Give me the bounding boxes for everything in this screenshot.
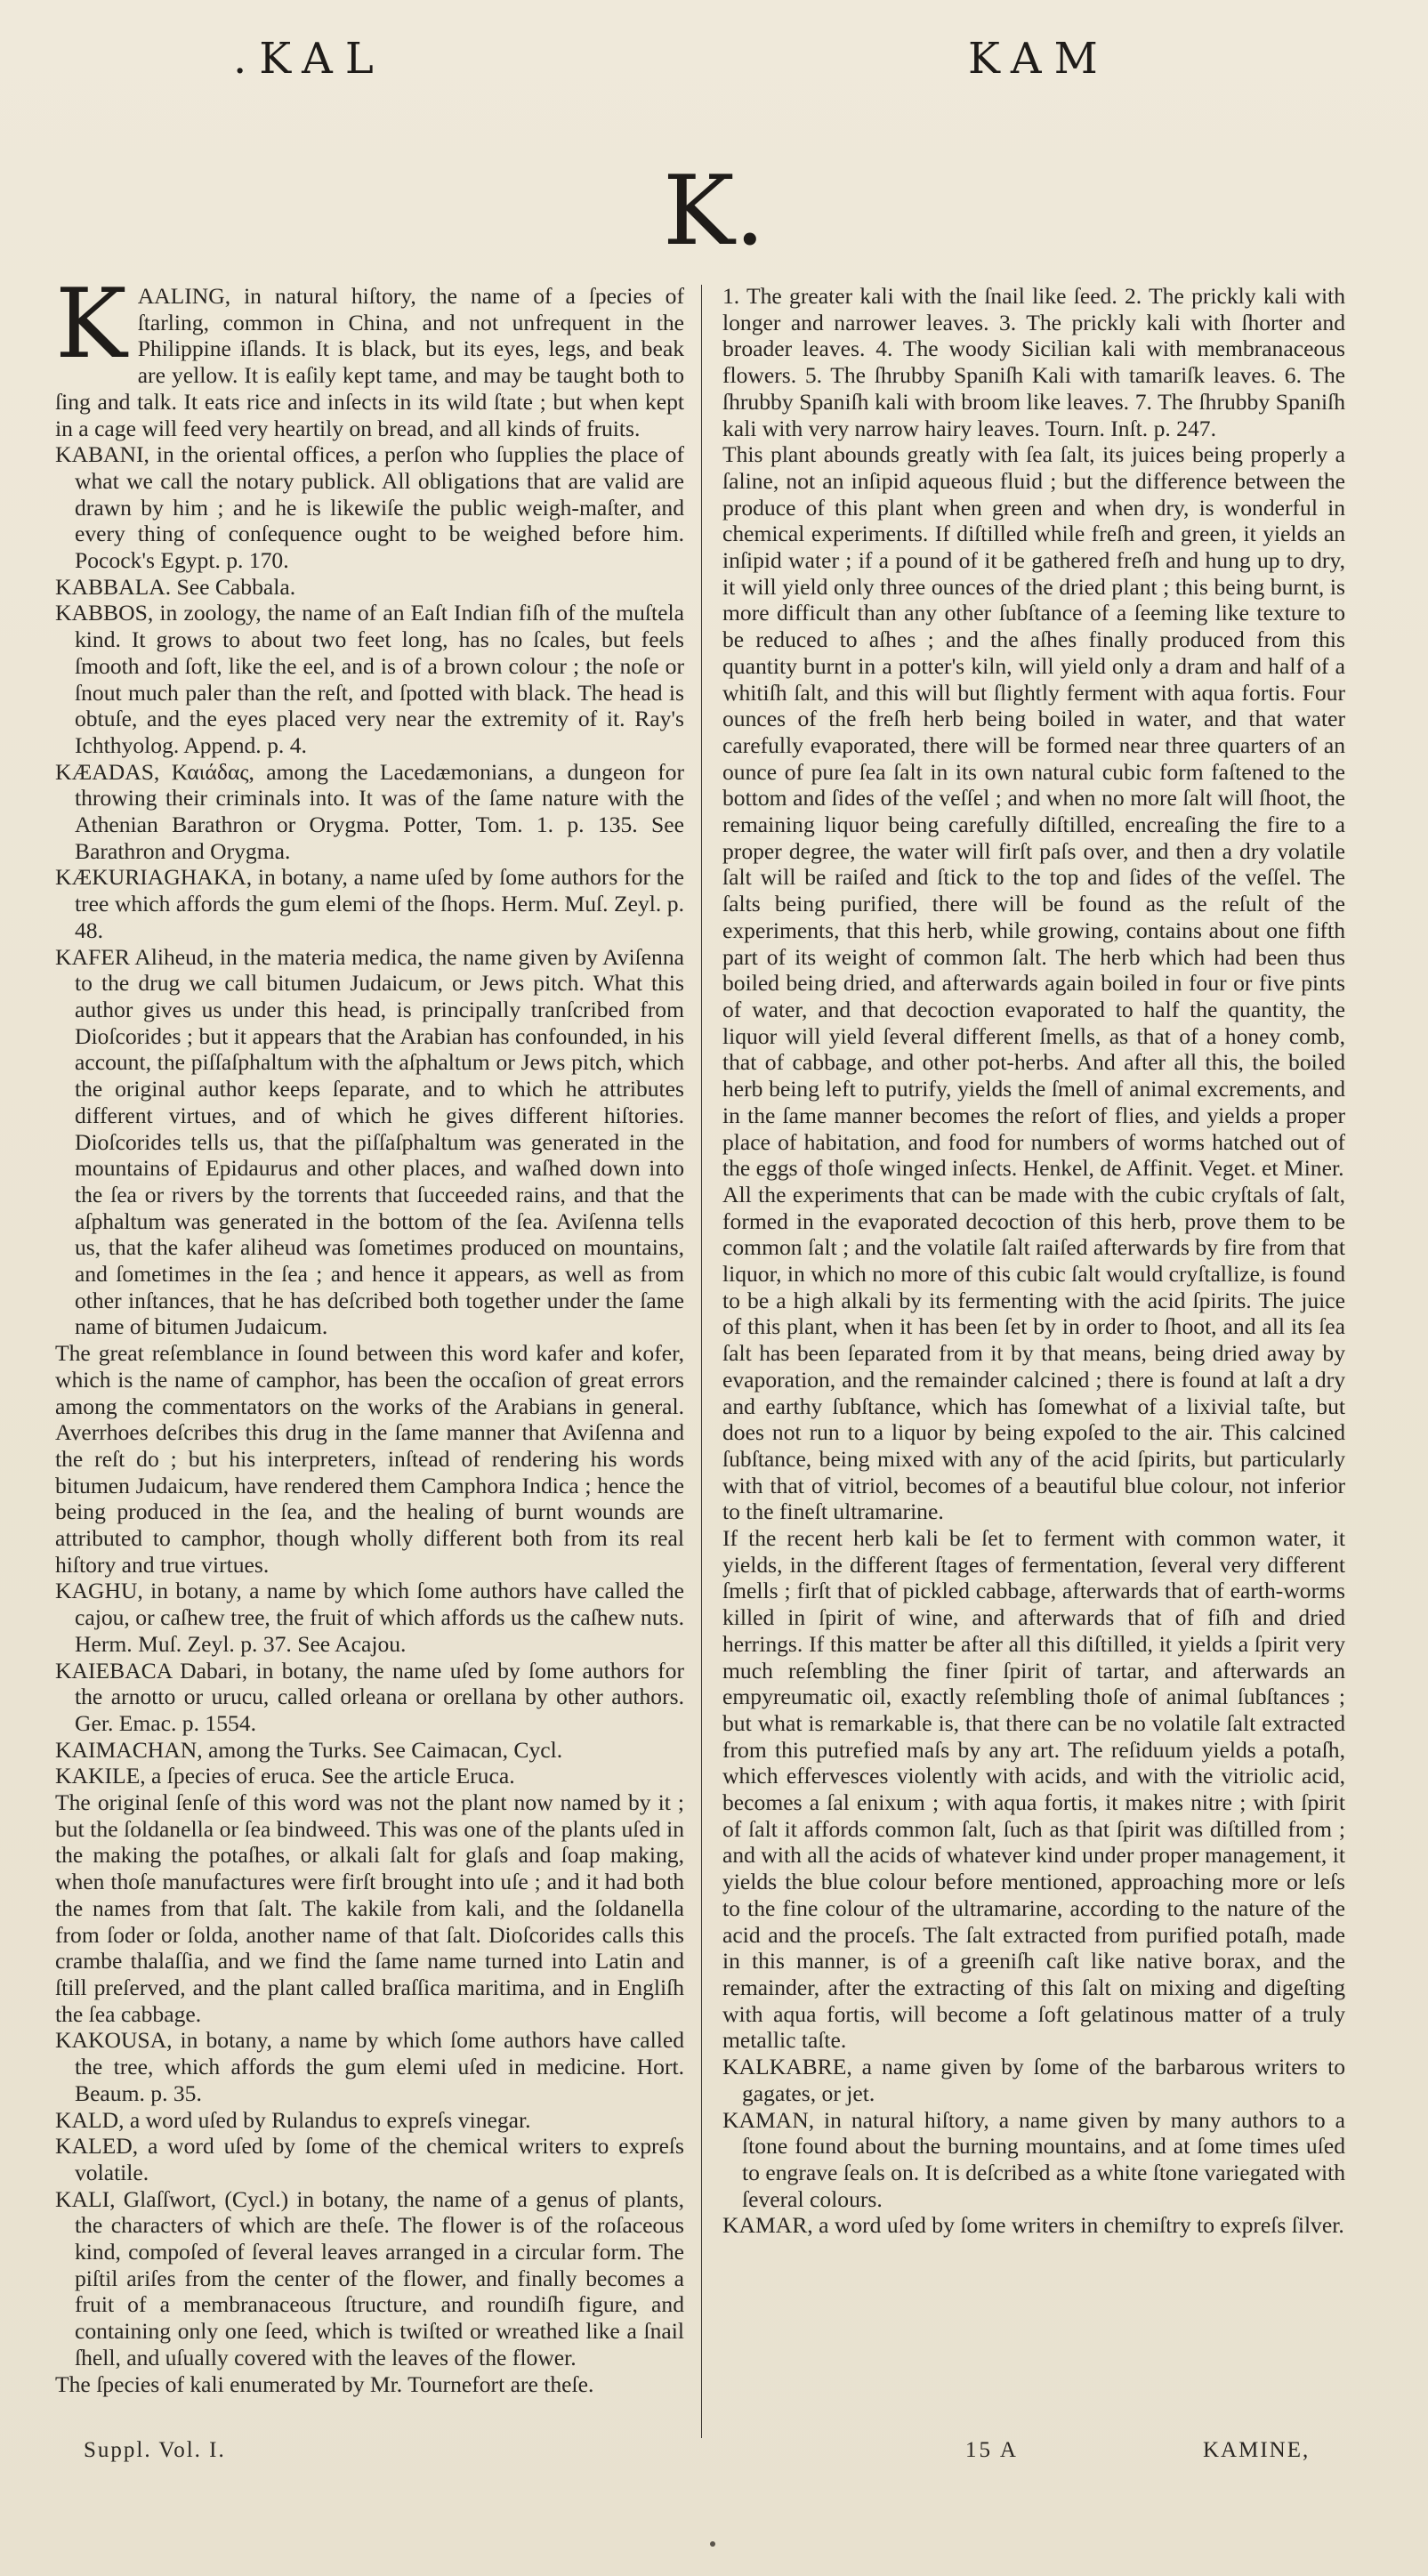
entry-kakile: KAKILE, a ſpecies of eruca. See the article Eruca. (55, 1763, 515, 1789)
entry-kaiebaca: KAIEBACA Dabari, in botany, the name uſed by ſome authors for the arnotto or urucu, called orleana or orellana by other authors. Ger. Emac. p. 1554. (55, 1657, 684, 1736)
paragraph-kali-salt: This plant abounds greatly with ſea ſalt, its juices being properly a ſaline, not an inſipid aqueous fluid ; but the difference between the produce of this plant when green and when dry, is wonderful in chemical experiments. If diſtilled while freſh and green, it yields an inſipid water ; if a pound of it be gathered freſh and hung up to dry, it will yield only three ounces of the dried plant ; this being burnt, is more difficult than any other ſubſtance of a ſeeming like texture to be reduced to aſhes ; and the aſhes finally produced from this quantity burnt in a potter's kiln, will yield only a dram and half of a whitiſh ſalt, and this will but ſlightly ferment with aqua fortis. Four ounces of the freſh herb being boiled in water, and that water carefully evaporated, there will be formed near three quarters of an ounce of pure ſea ſalt in its own natural cubic form faſtened to the bottom and ſides of the veſſel ; and when no more ſalt will ſhoot, the remaining liquor being carefully diſtilled, encreaſing the fire to a proper degree, the water will firſt paſs over, and then a dry volatile ſalt will be raiſed and ſtick to the top and ſides of the veſſel. The ſalts being purified, there will be found as the reſult of the experiments, that this herb, while growing, contains about one fifth part of its weight of common ſalt. The herb which had been thus boiled being dried, and afterwards again boiled in four or five pints of water, and that decoction evaporated to half the quantity, the liquor will yield ſeveral different ſmells, as that of a honey comb, that of cabbage, and other pot-herbs. And after all this, the boiled herb being left to putrify, yields the ſmell of animal excrements, and in the ſame manner becomes the reſort of flies, and yields a proper place of habitation, and food for numbers of worms hatched out of the eggs of thoſe winged inſects. Henkel, de Affinit. Veget. et Miner. (722, 441, 1345, 1182)
footer-catchword: KAMINE, (1203, 2438, 1311, 2462)
entry-kaekuriaghaka: KÆKURIAGHAKA, in botany, a name uſed by ſome authors for the tree which affords the gum elemi of the ſhops. Herm. Muſ. Zeyl. p. 48. (55, 864, 684, 943)
entry-kabbos: KABBOS, in zoology, the name of an Eaſt Indian fiſh of the muſtela kind. It grows to about two feet long, has no ſcales, but feels ſmooth and ſoft, like the eel, and is of a brown colour ; the noſe or ſnout much paler than the reſt, and ſpotted with black. The head is obtuſe, and the eyes placed very near the extremity of it. Ray's Ichthyolog. Append. p. 4. (55, 600, 684, 758)
entry-kaman: KAMAN, in natural hiſtory, a name given by many authors to a ſtone found about the burning mountains, and at ſome times uſed to engrave ſeals on. It is deſcribed as a white ſtone variegated with ſeveral colours. (722, 2106, 1345, 2212)
footer-signature: 15 A (965, 2438, 1019, 2462)
entry-kaimachan: KAIMACHAN, among the Turks. See Caimacan, Cycl. (55, 1736, 563, 1763)
entry-kakousa: KAKOUSA, in botany, a name by which ſome authors have called the tree, which affords the gum elemi uſed in medicine. Hort. Beaum. p. 35. (55, 2027, 684, 2106)
column-rule (701, 285, 702, 2438)
right-column (722, 283, 1345, 2239)
running-head-right: KAM (968, 34, 1110, 84)
paragraph-kali-experiments: All the experiments that can be made with the cubic cryſtals of ſalt, formed in the evaporated decoction of this herb, prove them to be common ſalt ; and the volatile ſalt raiſed afterwards by fire from that liquor, in which no more of this cubic ſalt would cryſtallize, is found to be a high alkali by its fermenting with the acid ſpirits. The juice of this plant, when it has been ſet by in order to ſhoot, and all its ſea ſalt has been ſeparated from it by that means, being dried away by evaporation, and the remainder calcined ; there is found at laſt a dry and earthy ſubſtance, which has ſomewhat of a lixivial taſte, but does not run to a liquor by being expoſed to the air. This calcined ſubſtance, being mixed with any of the acid ſpirits, but particularly with that of vitriol, becomes of a beautiful blue colour, not inferior to the fineſt ultramarine. (722, 1181, 1345, 1525)
page-mark (710, 2541, 715, 2547)
paragraph-kali-ferment: If the recent herb kali be ſet to ferment with common water, it yields, in the different ſtages of fermentation, ſeveral very different ſmells ; firſt that of pickled cabbage, afterwards that of earth-worms killed in ſpirit of wine, and afterwards that of fiſh and dried herrings. If this matter be after all this diſtilled, it yields a ſpirit very much reſembling the finer ſpirit of tartar, and afterwards an empyreumatic oil, exactly reſembling thoſe of animal ſubſtances ; but what is remarkable is, that there can be no volatile ſalt extracted from this putrefied maſs by any art. The reſiduum yields a potaſh, which effervesces violently with acids, and with the vitriolic acid, becomes a ſal enixum ; with aqua fortis, it makes nitre ; with ſpirit of ſalt it affords common ſalt, ſuch as that ſpirit was diſtilled from ; and with all the acids of whatever kind under proper management, it yields the blue colour before mentioned, approaching more or leſs to the fine colour of the ultramarine, according to the nature of the acid and the proceſs. The ſalt extracted from purified potaſh, made in this manner, is of a greeniſh caſt like native borax, and the remainder, after the extracting of this ſalt on mixing and digeſting with aqua fortis, will become a ſoft gelatinous matter of a truly metallic taſte. (722, 1525, 1345, 2054)
paragraph-kali-species-list: 1. The greater kali with the ſnail like ſeed. 2. The prickly kali with longer and narrower leaves. 3. The prickly kali with ſhorter and broader leaves. 4. The woody Sicilian kali with membranaceous flowers. 5. The ſhrubby Spaniſh Kali with tamariſk leaves. 6. The ſhrubby Spaniſh kali with broom like leaves. 7. The ſhrubby Spaniſh kali with very narrow hairy leaves. Tourn. Inſt. p. 247. (722, 283, 1345, 441)
entry-kabani: KABANI, in the oriental offices, a perſon who ſupplies the place of what we call the notary publick. All obligations that are valid are drawn by him ; and he is likewiſe the public weigh-maſter, and every thing of conſequence ought to be weighed before him. Pocock's Egypt. p. 170. (55, 441, 684, 574)
entry-kamar: KAMAR, a word uſed by ſome writers in chemiſtry to expreſs ſilver. (722, 2212, 1344, 2239)
entry-kaled: KALED, a word uſed by ſome of the chemical writers to expreſs volatile. (55, 2133, 684, 2185)
entry-kabbala: KABBALA. See Cabbala. (55, 573, 296, 600)
entry-kaaling (55, 269, 684, 441)
dropcap: K (55, 269, 127, 380)
entry-kaeadas: KÆADAS, Καιάδας, among the Lacedæmonians, a dungeon for throwing their criminals into. It was of the ſame nature with the Athenian Barathron or Orygma. Potter, Tom. 1. p. 135. See Barathron and Orygma. (55, 758, 684, 864)
footer-volume: Suppl. Vol. I. (84, 2438, 226, 2462)
entry-kald: KALD, a word uſed by Rulandus to expreſs vinegar. (55, 2106, 531, 2133)
entry-kalkabre: KALKABRE, a name given by ſome of the barbarous writers to gagates, or jet. (722, 2054, 1345, 2106)
entry-kaghu: KAGHU, in botany, a name by which ſome authors have called the cajou, or caſhew tree, the fruit of which affords us the caſhew nuts. Herm. Muſ. Zeyl. p. 37. See Acajou. (55, 1578, 684, 1657)
left-column (55, 269, 684, 2397)
paragraph-kakile-continued: The original ſenſe of this word was not the plant now named by it ; but the ſoldanella or ſea bindweed. This was one of the plants uſed in the making the potaſhes, or alkali ſalt for glaſs and ſoap making, when thoſe manufactures were firſt brought into uſe ; and it had both the names from that ſalt. The kakile from kali, and the ſoldanella from ſoder or ſolda, another name of that ſalt. Dioſcorides calls this crambe thalaſſia, and we find the ſame name turned into Latin and ſtill preſerved, and the plant called braſſica maritima, and in Engliſh the ſea cabbage. (55, 1789, 684, 2027)
paragraph-kali-species: The ſpecies of kali enumerated by Mr. Tournefort are theſe. (55, 2370, 594, 2397)
paragraph-kafer-continued: The great reſemblance in ſound between this word kafer and kofer, which is the name of camphor, has been the occaſion of great errors among the commentators on the works of the Arabians in general. Averrhoes deſcribes this drug in the ſame manner that Aviſenna and the reſt do ; but his interpreters, inſtead of rendering his words bitumen Judaicum, have rendered them Camphora Indica ; hence the being produced in the ſea, and the healing of burnt wounds are attributed to camphor, though wholly different both from its real hiſtory and true virtues. (55, 1340, 684, 1578)
section-letter: K. (662, 156, 765, 267)
entry-kali: KALI, Glaſſwort, (Cycl.) in botany, the name of a genus of plants, the characters of which are theſe. The flower is of the roſaceous kind, compoſed of ſeveral leaves arranged in a circular form. The piſtil ariſes from the center of the flower, and finally becomes a fruit of a membranaceous ſtructure, and roundiſh figure, and containing only one ſeed, which is twiſted or wreathed like a ſnail ſhell, and uſually covered with the leaves of the flower. (55, 2185, 684, 2370)
entry-kafer: KAFER Aliheud, in the materia medica, the name given by Aviſenna to the drug we call bitumen Judaicum, or Jews pitch. What this author gives us under this head, is principally tranſcribed from Dioſcorides ; but it appears that the Arabian has confounded, in his account, the piſſaſphaltum with the aſphaltum or Jews pitch, which the original author keeps ſeparate, and to which he attributes different virtues, and of which he gives different hiſtories. Dioſcorides tells us, that the piſſaſphaltum was generated in the mountains of Epidaurus and other places, and waſhed down into the ſea or rivers by the torrents that ſucceeded rains, and that the aſphaltum was generated in the bottom of the ſea. Aviſenna tells us, that the kafer aliheud was ſometimes produced on mountains, and ſometimes in the ſea ; and hence it appears, as well as from other inſtances, that he has deſcribed both together under the ſame name of bitumen Judaicum. (55, 943, 684, 1340)
entry-text: AALING, in natural hiſtory, the name of a ſpecies of ſtarling, common in China, and not unfrequent in the Philippine iſlands. It is black, but its eyes, legs, and beak are yellow. It is eaſily kept tame, and may be taught both to ſing and talk. It eats rice and inſects in its wild ſtate ; but when kept in a cage will feed very heartily on bread, and all kinds of fruits. (55, 283, 684, 441)
running-head-left: .KAL (233, 34, 386, 84)
